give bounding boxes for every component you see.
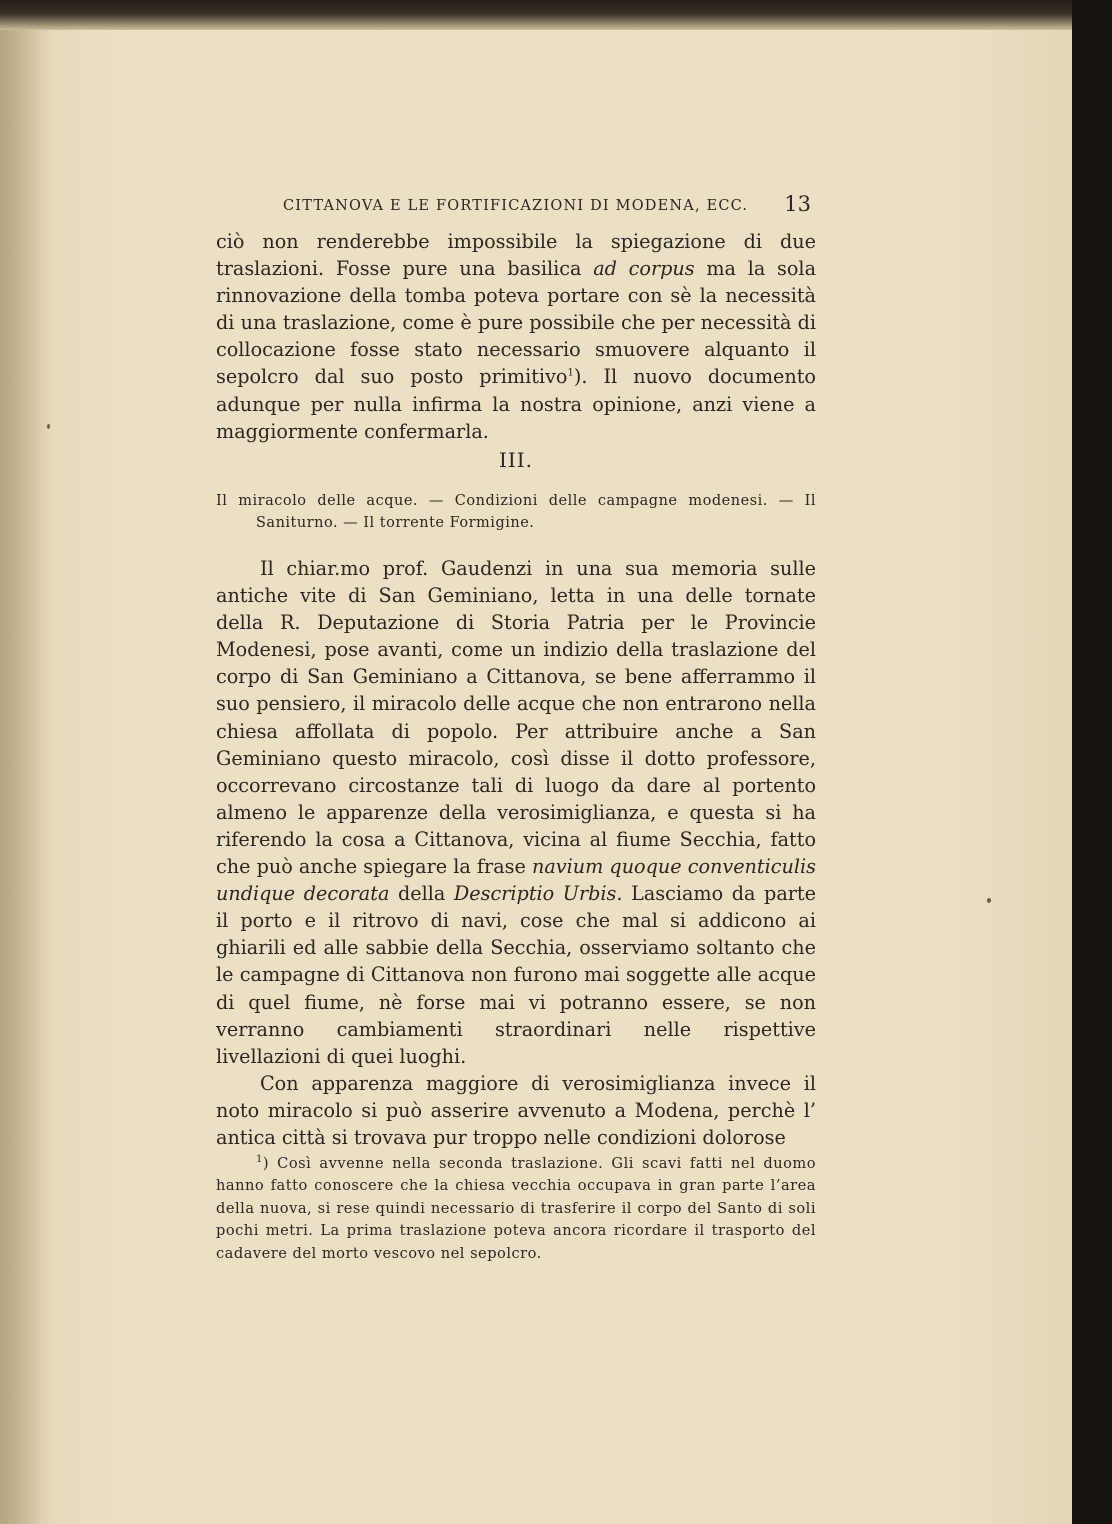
scan-top-edge [0, 0, 1072, 30]
running-head [283, 192, 823, 226]
section-heading: III. [498, 448, 534, 472]
opening-italic: ad corpus [593, 257, 695, 281]
footnote-1 [216, 1153, 816, 1265]
speck [987, 898, 991, 903]
running-head-title: CITTANOVA E LE FORTIFICAZIONI DI MODENA, ECC. [283, 198, 749, 214]
opening-text-2: ma la sola rinnovazione della tomba poteva portare con sè la necessità di una traslazione, come è pure possibile che per necessità di collocazione fosse stato necessario smuovere alquanto il sepolcro dal suo posto primitivo [216, 257, 817, 389]
footnote-text: ) Così avvenne nella seconda traslazione. Gli scavi fatti nel duomo hanno fatto conoscere che la chiesa vecchia occupava in gran parte l’area della nuova, si rese quindi necessario di trasferire il corpo del Santo di soli pochi metri. La prima traslazione poteva ancora ricordare il trasporto del cadavere del morto vescovo nel sepolcro. [216, 1155, 816, 1262]
paragraph-2-italic-1: navium quoque conventiculis undique decorata [216, 855, 816, 906]
opening-text-3: ). Il nuovo documento adunque per nulla infirma la nostra opinione, anzi viene a maggiormente confermarla. [216, 365, 816, 443]
footnote-reference: 1 [567, 368, 574, 380]
paragraph-2-text-2: della [389, 882, 454, 906]
speck [47, 424, 50, 429]
paragraph-2-text-1: Il chiar.mo prof. Gaudenzi in una sua memoria sulle antiche vite di San Geminiano, letta in una delle tornate della R. Deputazione di Storia Patria per le Provincie Modenesi, pose avanti, come un indizio della traslazione del corpo di San Geminiano a Cittanova, se bene afferrammo il suo pensiero, il miracolo delle acque che non entrarono nella chiesa affollata di popolo. Per attribuire anche a San Geminiano questo miracolo, così disse il dotto professore, occorrevano circostanze tali di luogo da dare al portento almeno le apparenze della verosimiglianza, e questa si ha riferendo la cosa a Cittanova, vicina al fiume Secchia, fatto che può anche spiegare la frase [216, 557, 816, 879]
page-number: 13 [784, 192, 811, 216]
opening-text-1: ciò non renderebbe impossibile la spiegazione di due traslazioni. Fosse pure una basilica [216, 230, 816, 281]
footnotes [216, 1153, 816, 1265]
paragraph-2-text-3: Lasciamo da parte il porto e il ritrovo di navi, cose che mal si addicono ai ghiarili ed alle sabbie della Secchia, osserviamo soltanto che le campagne di Cittanova non furono mai soggette alle acque di quel fiume, nè forse mai vi potranno essere, se non verranno cambiamenti straordinari nelle rispettive livellazioni di quei luoghi. [216, 882, 816, 1068]
paragraph-2 [216, 555, 816, 1070]
paragraph-2-italic-2: Descriptio Urbis. [453, 882, 623, 906]
paragraph-3: Con apparenza maggiore di verosimiglianza invece il noto miracolo si può asserire avvenuto a Modena, perchè l’ antica città si trovava pur troppo nelle condizioni dolorose [216, 1071, 816, 1149]
scan-right-edge [1072, 0, 1112, 1524]
main-text [216, 555, 816, 1151]
opening-paragraph [216, 228, 816, 445]
page-gutter-shadow [0, 0, 52, 1524]
footnote-mark: 1 [256, 1154, 263, 1166]
section-summary: Il miracolo delle acque. — Condizioni delle campagne modenesi. — Il Saniturno. — Il torrente Formigine. [216, 493, 816, 531]
